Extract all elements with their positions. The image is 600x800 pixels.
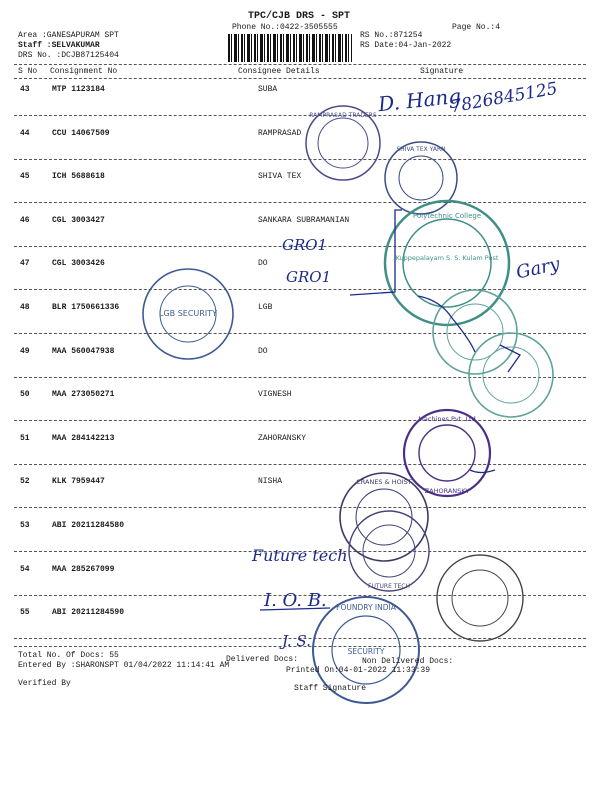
signature-54: I. O. B.	[264, 590, 327, 611]
rs-date: RS Date:04-Jan-2022	[360, 41, 452, 50]
entered-by: Entered By :SHARONSPT 01/04/2022 11:14:41 AM	[18, 661, 230, 670]
row-consignment: ABI 20211284590	[52, 608, 125, 617]
signature-43: D. Hang	[376, 83, 463, 117]
stamp-text-zahoransky: ZAHORANSKY	[424, 487, 470, 495]
row-sno: 52	[20, 477, 30, 486]
staff-label: Staff :SELVAKUMAR	[18, 41, 100, 50]
stamp-text-cranes: CRANES & HOIST	[356, 478, 412, 486]
row-consignment: ABI 20211284580	[52, 521, 125, 530]
non-delivered-docs: Non Delivered Docs:	[362, 657, 454, 666]
signature-55: J. S.	[282, 632, 311, 650]
row-sno: 51	[20, 434, 30, 443]
row-sno: 55	[20, 608, 30, 617]
stamp-text-lgb: LGB SECURITY	[159, 309, 217, 318]
row-consignment: ICH 5688618	[52, 172, 105, 181]
row-consignment: CGL 3003426	[52, 259, 105, 268]
row-consignment: CGL 3003427	[52, 216, 105, 225]
printed-on: Printed On:04-01-2022 11:33:39	[286, 666, 431, 675]
row-consignee: DO	[258, 347, 268, 356]
row-sno: 53	[20, 521, 30, 530]
page-number: Page No.:4	[452, 23, 501, 32]
footer-divider	[14, 646, 586, 647]
row-consignee: SUBA	[258, 85, 278, 94]
col-sno: S No	[18, 67, 38, 76]
row-sno: 43	[20, 85, 30, 94]
signature-47b: Gary	[514, 253, 562, 284]
staff-signature: Staff Signature	[294, 684, 367, 693]
row-consignment: MAA 284142213	[52, 434, 115, 443]
row-consignment: MAA 273050271	[52, 390, 115, 399]
row-consignment: BLR 1750661336	[52, 303, 120, 312]
col-consignment: Consignment No	[50, 67, 118, 76]
verified-by: Verified By	[18, 679, 71, 688]
stamp-text-future: FUTURE TECH	[368, 583, 410, 590]
row-sno: 49	[20, 347, 30, 356]
row-consignee: LGB	[258, 303, 273, 312]
row-consignee: NISHA	[258, 477, 283, 486]
stamp-text-foundry: FOUNDRY INDIA	[336, 603, 396, 612]
signature-46: GRO1	[282, 236, 328, 254]
area-label: Area :GANESAPURAM SPT	[18, 31, 119, 40]
stamp-text-polytechnic: Polytechnic College	[412, 212, 482, 220]
row-sno: 46	[20, 216, 30, 225]
row-consignee: RAMPRASAD	[258, 129, 302, 138]
row-sno: 47	[20, 259, 30, 268]
row-consignee: SHIVA TEX	[258, 172, 302, 181]
signature-47: GRO1	[286, 268, 332, 286]
doc-title: TPC/CJB DRS - SPT	[248, 11, 351, 22]
row-consignment: MTP 1123184	[52, 85, 105, 94]
row-sno: 54	[20, 565, 30, 574]
stamp-text-security: SECURITY	[347, 647, 385, 656]
total-docs: Total No. Of Docs: 55	[18, 651, 119, 660]
row-sno: 44	[20, 129, 30, 138]
col-signature: Signature	[420, 67, 464, 76]
phone-43: 7826845125	[449, 78, 560, 118]
row-consignee: DO	[258, 259, 268, 268]
row-consignment: MAA 560047938	[52, 347, 115, 356]
row-consignment: KLK 7959447	[52, 477, 105, 486]
row-consignee: ZAHORANSKY	[258, 434, 307, 443]
stamp-text-ramprasad: RAMPRASAD TRADERS	[309, 112, 377, 119]
row-consignment: MAA 285267099	[52, 565, 115, 574]
signature-53: Future tech	[252, 546, 348, 565]
row-consignee: VIGNESH	[258, 390, 292, 399]
row-sno: 48	[20, 303, 30, 312]
drs-number: DRS No. :DCJB87125404	[18, 51, 119, 60]
phone-number: Phone No.:0422-3505555	[232, 23, 338, 32]
col-consignee: Consignee Details	[238, 67, 320, 76]
stamp-text-shivatex: SHIVA TEX YARN	[396, 146, 446, 153]
row-consignee: SANKARA SUBRAMANIAN	[258, 216, 350, 225]
row-consignment: CCU 14067509	[52, 129, 110, 138]
rs-number: RS No.:871254	[360, 31, 423, 40]
delivered-docs: Delivered Docs:	[226, 655, 299, 664]
row-sno: 45	[20, 172, 30, 181]
row-sno: 50	[20, 390, 30, 399]
stamp-text-kuppepalayam: Kuppepalayam S. S. Kulam Post	[395, 254, 499, 262]
stamp-text-machines: Machines Pvt. Ltd	[418, 415, 476, 423]
